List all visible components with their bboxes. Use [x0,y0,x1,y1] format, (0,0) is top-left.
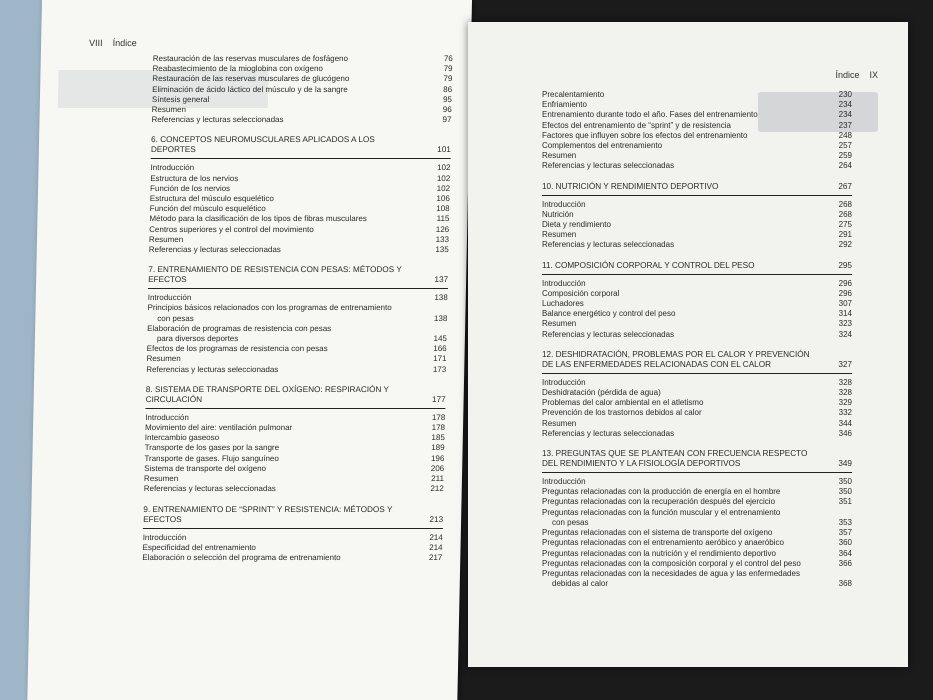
toc-entry [144,454,444,464]
entry-title: Preguntas relacionadas con la producción de energía en el hombre [542,487,781,497]
right-page [468,22,908,667]
entry-title: Transporte de gases. Flujo sanguíneo [144,453,279,463]
entry-page: 257 [838,141,852,151]
entry-page: 259 [838,151,852,161]
entry-page: 296 [838,288,852,298]
toc-entry [150,163,450,173]
entry-page: 329 [838,398,852,408]
entry-title: Referencias y lecturas seleccionadas [542,161,675,171]
entry-page: 126 [435,224,450,234]
entry-title: Preguntas relacionadas con el sistema de transporte del oxígeno [542,528,773,538]
toc-entry [542,210,852,220]
toc-entry [146,365,446,375]
entry-title: Movimiento del aire: ventilación pulmonar [144,423,293,433]
entry-title: Resumen [542,230,577,240]
chapter-title: 8. SISTEMA DE TRANSPORTE DEL OXÍGENO: RESPIRACIÓN Y CIRCULACIÓN [145,384,389,404]
entry-title: Preguntas relacionadas con el entrenamiento aeróbico y anaeróbico [542,538,784,548]
entry-title: debidas al calor [552,579,609,589]
toc-entry [152,74,452,84]
entry-page: 79 [443,64,453,74]
entry-title: Estructura del músculo esquelético [149,194,274,204]
chapter-heading [151,135,452,159]
entry-title: Efectos de los programas de resistencia con pesas [146,344,328,354]
chapter-heading [145,385,446,409]
toc-entry [150,204,450,214]
entry-page: 76 [443,54,453,63]
toc-entry [542,398,852,408]
entry-title: Composición corporal [542,288,620,298]
entry-page: 138 [434,293,448,303]
entry-title: Preguntas relacionadas con la función muscular y el entrenamiento [542,507,781,517]
entry-page: 275 [838,220,852,230]
entry-title: Función del músculo esquelético [149,204,266,214]
toc-entry [542,299,852,309]
chapter-title: 12. DESHIDRATACIÓN, PROBLEMAS POR EL CALOR Y PREVENCIÓN DE LAS ENFERMEDADES RELACIONADAS CON EL CALOR [542,349,810,369]
entry-page: 332 [838,408,852,418]
toc-entry [144,464,444,474]
entry-page: 108 [436,204,450,214]
entry-page: 211 [431,474,445,484]
entry-page: 364 [838,548,852,558]
chapter-page: 267 [838,181,852,191]
entry-title: Síntesis general [151,94,210,104]
entry-page: 353 [838,517,852,527]
toc-entry [145,413,445,423]
entry-page: 102 [436,183,451,193]
toc-entry [542,569,852,579]
chapter-heading [148,265,449,289]
entry-title: Resumen [542,418,577,428]
chapter-page: 327 [838,359,852,369]
entry-title: para diversos deportes [156,334,239,344]
entry-page: 314 [838,309,852,319]
toc-entry [147,303,447,313]
toc-entry [542,121,852,131]
entry-title: Introducción [542,477,586,487]
entry-page: 366 [838,558,852,568]
chapter-page: 177 [431,394,446,404]
entry-page: 173 [432,364,447,374]
entry-title: Deshidratación (pérdida de agua) [542,388,661,398]
entry-page: 206 [430,463,445,473]
entry-title: Balance energético y control del peso [542,309,676,319]
entry-page: 189 [431,443,445,453]
toc-entry [147,344,447,354]
entry-title: Problemas del calor ambiental en el atletismo [542,398,704,408]
toc-entry [542,408,852,418]
toc-entry [151,115,451,125]
toc-entry [148,293,448,303]
entry-page: 344 [838,418,852,428]
toc-entry [150,184,450,194]
chapter-heading [542,261,852,275]
entry-title: Intercambio gaseoso [144,433,220,443]
chapter-heading [143,505,444,529]
entry-title: Precalentamiento [542,90,605,99]
entry-page: 102 [436,173,451,183]
chapter-title: 10. NUTRICIÓN Y RENDIMIENTO DEPORTIVO [542,181,719,191]
toc-entry [542,487,852,497]
toc-entry [542,508,852,518]
entry-title: Referencias y lecturas seleccionadas [151,115,284,125]
entry-title: Principios básicos relacionados con los programas de entrenamiento [147,303,392,313]
entry-page: 248 [838,130,852,140]
entry-page: 360 [838,538,852,548]
entry-page: 234 [838,100,852,110]
toc-entry [542,141,852,151]
entry-page: 106 [436,194,450,204]
entry-page: 96 [442,105,452,115]
entry-title: Introducción [542,199,586,209]
chapter-heading [542,182,852,196]
entry-title: Introducción [542,278,586,288]
toc-entry [542,110,852,120]
chapter-heading [542,449,852,473]
toc-entry [542,497,852,507]
entry-page: 196 [430,453,445,463]
left-running-head [89,38,137,48]
toc-entry [542,161,852,171]
toc-entry [149,235,449,245]
entry-page: 214 [429,542,443,552]
toc-entry [542,378,852,388]
chapter-page: 101 [437,145,451,155]
entry-title: Estructura de los nervios [150,173,239,183]
right-toc [542,90,852,589]
toc-entry [142,543,442,553]
entry-page: 346 [838,428,852,438]
entry-title: Referencias y lecturas seleccionadas [146,364,279,374]
toc-entry [542,419,852,429]
entry-page: 268 [838,209,852,219]
entry-page: 171 [433,354,447,364]
toc-entry [542,477,852,487]
entry-page: 292 [838,240,852,250]
chapter-heading [542,350,852,374]
toc-entry [542,559,852,569]
entry-title: con pesas [157,313,194,323]
entry-title: Referencias y lecturas seleccionadas [148,245,281,255]
left-toc [142,54,453,563]
entry-page: 166 [433,344,447,354]
toc-entry [542,151,852,161]
entry-title: Sistema de transporte del oxígeno [144,463,267,473]
chapter-title: 11. COMPOSICIÓN CORPORAL Y CONTROL DEL PESO [542,260,755,270]
toc-entry [542,100,852,110]
toc-entry [144,443,444,453]
entry-page: 291 [838,230,852,240]
entry-title: Elaboración de programas de resistencia con pesas [147,323,332,333]
toc-entry [542,538,852,548]
entry-title: Efectos del entrenamiento de “sprint” y de resistencia [542,120,731,130]
entry-page: 178 [431,423,446,433]
toc-entry [542,579,852,589]
entry-page: 350 [838,477,852,487]
toc-entry [149,214,449,224]
toc-entry [145,423,445,433]
entry-title: Referencias y lecturas seleccionadas [542,428,675,438]
entry-title: Centros superiores y el control del movimiento [149,224,314,234]
toc-entry [542,131,852,141]
toc-entry [542,220,852,230]
entry-title: con pesas [552,517,589,527]
entry-title: Preguntas relacionadas con la nutrición y el rendimiento deportivo [542,548,776,558]
chapter-title: 7. ENTRENAMIENTO DE RESISTENCIA CON PESAS: MÉTODOS Y EFECTOS [148,265,402,285]
entry-title: Referencias y lecturas seleccionadas [542,329,675,339]
entry-title: Restauración de las reservas musculares de fosfágeno [152,54,349,63]
entry-title: Factores que influyen sobre los efectos del entrenamiento [542,130,748,140]
chapter-page: 137 [434,275,449,285]
entry-page: 296 [838,278,852,288]
entry-page: 234 [838,110,852,120]
toc-entry [147,324,447,334]
toc-entry [542,319,852,329]
toc-entry [542,309,852,319]
entry-page: 230 [838,90,852,99]
toc-entry [152,105,452,115]
toc-entry [542,279,852,289]
toc-entry [146,354,446,364]
entry-page: 350 [838,487,852,497]
entry-title: Función de los nervios [149,183,231,193]
entry-page: 86 [443,84,453,94]
toc-entry [152,64,452,74]
chapter-page: 295 [838,260,852,270]
entry-page: 178 [431,412,446,422]
chapter-title: 9. ENTRENAMIENTO DE “SPRINT” Y RESISTENCIA: MÉTODOS Y EFECTOS [143,504,393,524]
entry-page: 368 [838,579,852,589]
running-head: Índice [112,38,137,48]
entry-title: Preguntas relacionadas con la necesidades de agua y las enfermedades [542,568,800,578]
entry-title: Referencias y lecturas seleccionadas [542,240,675,250]
entry-title: Eliminación de ácido láctico del músculo y de la sangre [152,84,348,94]
entry-title: Resumen [143,474,179,484]
entry-page: 135 [435,245,449,255]
entry-page: 115 [436,214,450,224]
chapter-title: 6. CONCEPTOS NEUROMUSCULARES APLICADOS A LOS DEPORTES [150,135,375,155]
right-running-head [835,70,878,80]
entry-title: Enfriamiento [542,100,587,110]
entry-title: Entrenamiento durante todo el año. Fases del entrenamiento [542,110,758,120]
page-number: VIII [88,38,103,48]
entry-title: Luchadores [542,299,584,309]
entry-page: 357 [838,528,852,538]
entry-title: Dieta y rendimiento [542,220,611,230]
toc-entry [542,518,852,528]
entry-page: 264 [838,161,852,171]
entry-title: Resumen [151,105,187,115]
entry-page: 95 [442,94,453,104]
toc-entry [150,174,450,184]
toc-entry [147,334,447,344]
toc-entry [542,330,852,340]
toc-entry [152,85,452,95]
entry-title: Preguntas relacionadas con la composición corporal y el control del peso [542,558,801,568]
entry-title: Resumen [148,234,184,244]
toc-entry [142,553,442,563]
toc-entry [542,90,852,100]
entry-title: Nutrición [542,209,574,219]
entry-page: 217 [428,552,443,562]
entry-title: Introducción [147,293,192,303]
chapter-title: 13. PREGUNTAS QUE SE PLANTEAN CON FRECUENCIA RESPECTO DEL RENDIMIENTO Y LA FISIOLOGÍA DEPORTIVOS [542,449,808,469]
entry-page: 133 [435,234,450,244]
entry-page: 268 [838,199,852,209]
entry-page: 351 [838,497,852,507]
running-head: Índice [835,70,860,80]
entry-title: Introducción [542,377,586,387]
entry-page: 324 [838,329,852,339]
toc-entry [542,240,852,250]
entry-title: Método para la clasificación de los tipos de fibras musculares [149,214,367,224]
toc-entry [149,225,449,235]
entry-page: 79 [443,74,453,84]
entry-page: 307 [838,299,852,309]
entry-page: 328 [838,377,852,387]
entry-title: Introducción [150,163,195,173]
toc-entry [542,200,852,210]
toc-entry [152,95,452,105]
entry-page: 323 [838,319,852,329]
toc-entry [542,549,852,559]
entry-page: 214 [429,532,443,542]
toc-entry [153,54,453,64]
toc-entry [542,429,852,439]
entry-title: Resumen [542,151,577,161]
entry-title: Referencias y lecturas seleccionadas [143,484,276,494]
entry-title: Preguntas relacionadas con la recuperación después del ejercicio [542,497,776,507]
entry-page: 97 [442,115,452,125]
toc-entry [149,245,449,255]
page-number: IX [869,70,878,80]
chapter-page: 349 [838,459,852,469]
toc-entry [150,194,450,204]
entry-title: Introducción [142,532,187,542]
toc-entry [147,314,447,324]
left-page [27,0,472,700]
entry-page: 138 [433,313,448,323]
entry-title: Restauración de las reservas musculares de glucógeno [152,74,350,84]
entry-title: Introducción [145,412,189,422]
entry-page: 237 [838,120,852,130]
toc-entry [143,533,443,543]
toc-entry [542,289,852,299]
toc-entry [144,474,444,484]
entry-page: 185 [431,433,445,443]
toc-entry [542,230,852,240]
entry-title: Transporte de los gases por la sangre [144,443,280,453]
toc-entry [542,388,852,398]
entry-title: Especificidad del entrenamiento [142,542,257,552]
entry-title: Resumen [542,319,577,329]
entry-title: Reabastecimiento de la mioglobina con oxígeno [152,64,323,74]
entry-title: Prevención de los trastornos debidos al calor [542,408,702,418]
toc-entry [145,433,445,443]
chapter-page: 213 [429,514,444,524]
entry-title: Elaboración o selección del programa de entrenamiento [142,552,341,562]
entry-title: Complementos del entrenamiento [542,141,663,151]
toc-entry [144,484,444,494]
entry-page: 145 [433,334,448,344]
entry-page: 102 [437,163,451,173]
entry-title: Resumen [146,354,181,364]
entry-page: 212 [430,484,444,494]
toc-entry [542,528,852,538]
entry-page: 328 [838,388,852,398]
